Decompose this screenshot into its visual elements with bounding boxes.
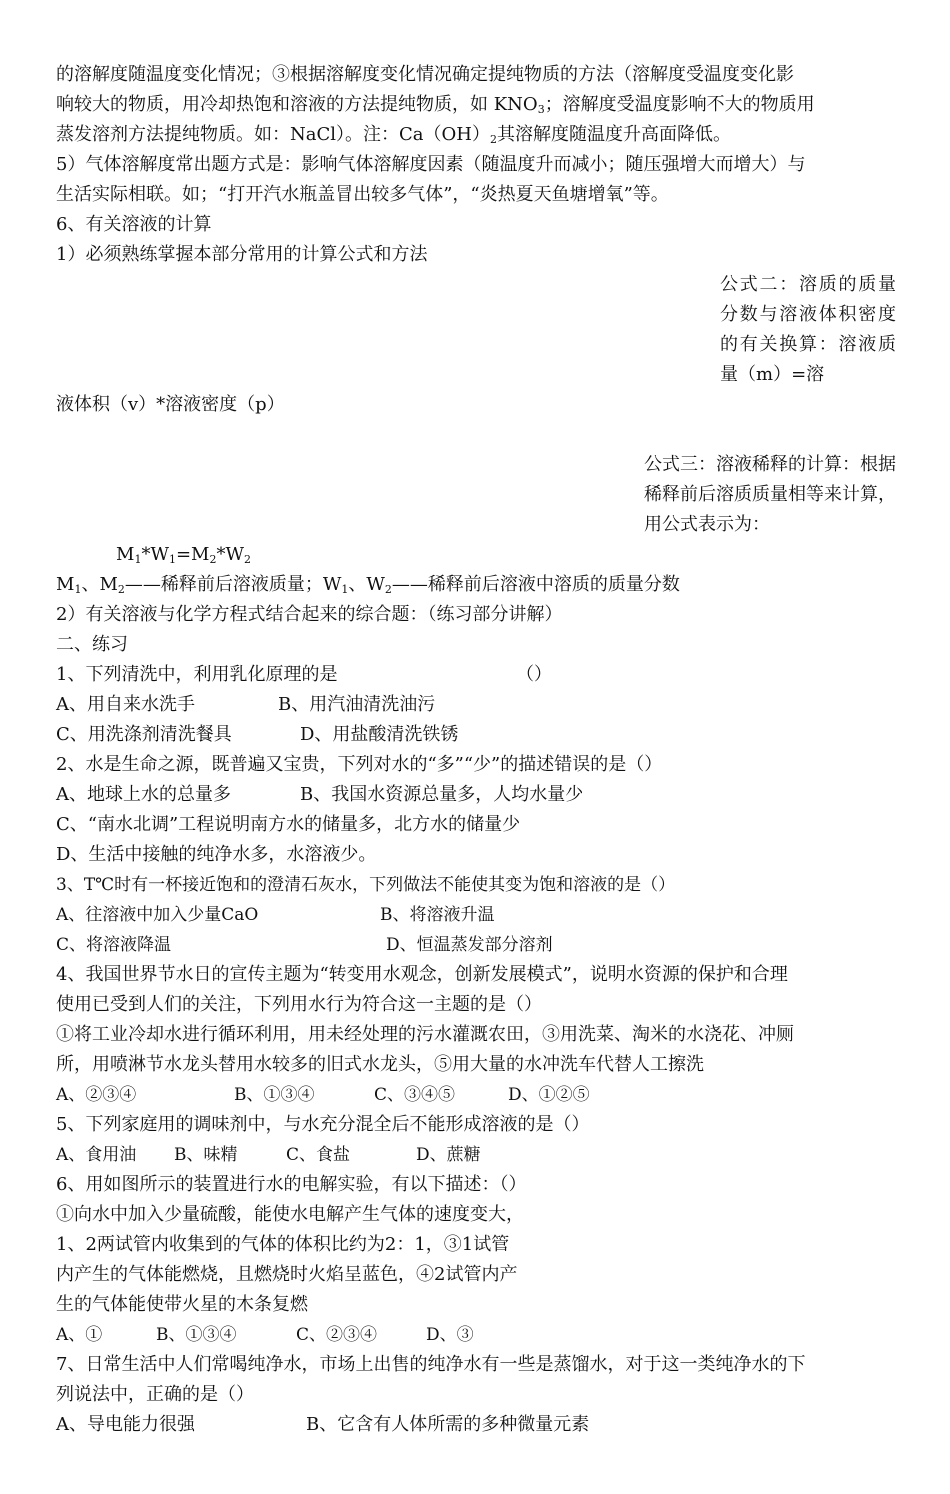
options-row: A、地球上水的总量多 B、我国水资源总量多，人均水量少 — [56, 784, 584, 805]
question-7: 7、日常生活中人们常喝纯净水，市场上出售的纯净水有一些是蒸馏水，对于这一类纯净水的下 — [56, 1354, 806, 1375]
options-row: A、食用油 B、味精 C、食盐 D、蔗糖 — [56, 1145, 481, 1165]
text-line: 1）必须熟练掌握本部分常用的计算公式和方法 — [56, 244, 428, 265]
text-line: 生活实际相联。如；“打开汽水瓶盖冒出较多气体”，“炎热夏天鱼塘增氧”等。 — [56, 184, 669, 205]
section-heading: 二、练习 — [56, 634, 128, 655]
options-row: A、②③④ B、①③④ C、③④⑤ D、①②⑤ — [56, 1085, 590, 1105]
options-row: C、用洗涤剂清洗餐具 D、用盐酸清洗铁锈 — [56, 724, 459, 745]
text-line: 响较大的物质，用冷却热饱和溶液的方法提纯物质，如 $KNO_3$；溶解度受温度影响不大的物质用 — [56, 94, 815, 116]
formula-three-text: 公式三：溶液稀释的计算：根据稀释前后溶质质量相等来计算，用公式表示为： — [644, 454, 896, 535]
options-row: A、用自来水洗手 B、用汽油清洗油污 — [56, 694, 436, 715]
text-line: ①向水中加入少量硫酸，能使水电解产生气体的速度变大， — [56, 1204, 524, 1225]
option: D、生活中接触的纯净水多，水溶液少。 — [56, 844, 377, 865]
text-line: 内产生的气体能燃烧，且燃烧时火焰呈蓝色，④2试管内产 — [56, 1264, 518, 1285]
text-line: ①将工业冷却水进行循环利用，用未经处理的污水灌溉农田，③用洗菜、淘米的水浇花、冲厕 — [56, 1024, 794, 1045]
question-6: 6、用如图所示的装置进行水的电解实验，有以下描述：（） — [56, 1174, 527, 1195]
question-1: 1、下列清洗中，利用乳化原理的是 （） — [56, 664, 552, 685]
section-heading: 6、有关溶液的计算 — [56, 214, 212, 235]
option: C、“南水北调”工程说明南方水的储量多，北方水的储量少 — [56, 814, 521, 835]
question-2: 2、水是生命之源，既普遍又宝贵，下列对水的“多”“少”的描述错误的是（） — [56, 754, 663, 775]
question-3: 3、T℃时有一杯接近饱和的澄清石灰水，下列做法不能使其变为饱和溶液的是（） — [56, 875, 676, 895]
text-line: 的溶解度随温度变化情况；③根据溶解度变化情况确定提纯物质的方法（溶解度受温度变化影 — [56, 64, 794, 85]
options-row: A、往溶液中加入少量CaO B、将溶液升温 — [56, 905, 495, 925]
text-line: $M_1$、$M_2——$稀释前后溶液质量；$W_1$、$W_2——$稀释前后溶液中溶质的质量分数 — [56, 574, 680, 596]
dilution-formula: $M_1*W_1=M_2*W_2$ — [116, 544, 251, 566]
text-line: 1、2两试管内收集到的气体的体积比约为2：1，③1试管 — [56, 1234, 510, 1255]
text-line: 所，用喷淋节水龙头替用水较多的旧式水龙头，⑤用大量的水冲洗车代替人工擦洗 — [56, 1054, 704, 1075]
text-line: 2）有关溶液与化学方程式结合起来的综合题：（练习部分讲解） — [56, 604, 563, 625]
text-line: 生的气体能使带火星的木条复燃 — [56, 1294, 308, 1315]
text-line: 蒸发溶剂方法提纯物质。如：NaCl）。注：$Ca(OH)_2$其溶解度随温度升高面降低。 — [56, 124, 731, 146]
formula-two-text: 公式二：溶质的质量分数与溶液体积密度的有关换算：溶液质量（m）=溶 — [720, 274, 896, 385]
text-line: 5）气体溶解度常出题方式是：影响气体溶解度因素（随温度升而减小；随压强增大而增大）与 — [56, 154, 806, 175]
text-line: 列说法中，正确的是（） — [56, 1384, 254, 1405]
question-4: 4、我国世界节水日的宣传主题为“转变用水观念，创新发展模式”，说明水资源的保护和合理 — [56, 964, 788, 985]
text-line: 使用已受到人们的关注，下列用水行为符合这一主题的是（） — [56, 994, 542, 1015]
options-row: A、① B、①③④ C、②③④ D、③ — [56, 1325, 474, 1345]
options-row: A、导电能力很强 B、它含有人体所需的多种微量元素 — [56, 1414, 590, 1435]
text-line: 液体积（v）*溶液密度（p） — [56, 394, 285, 415]
question-5: 5、下列家庭用的调味剂中，与水充分混全后不能形成溶液的是（） — [56, 1114, 590, 1135]
options-row: C、将溶液降温 D、恒温蒸发部分溶剂 — [56, 935, 553, 955]
